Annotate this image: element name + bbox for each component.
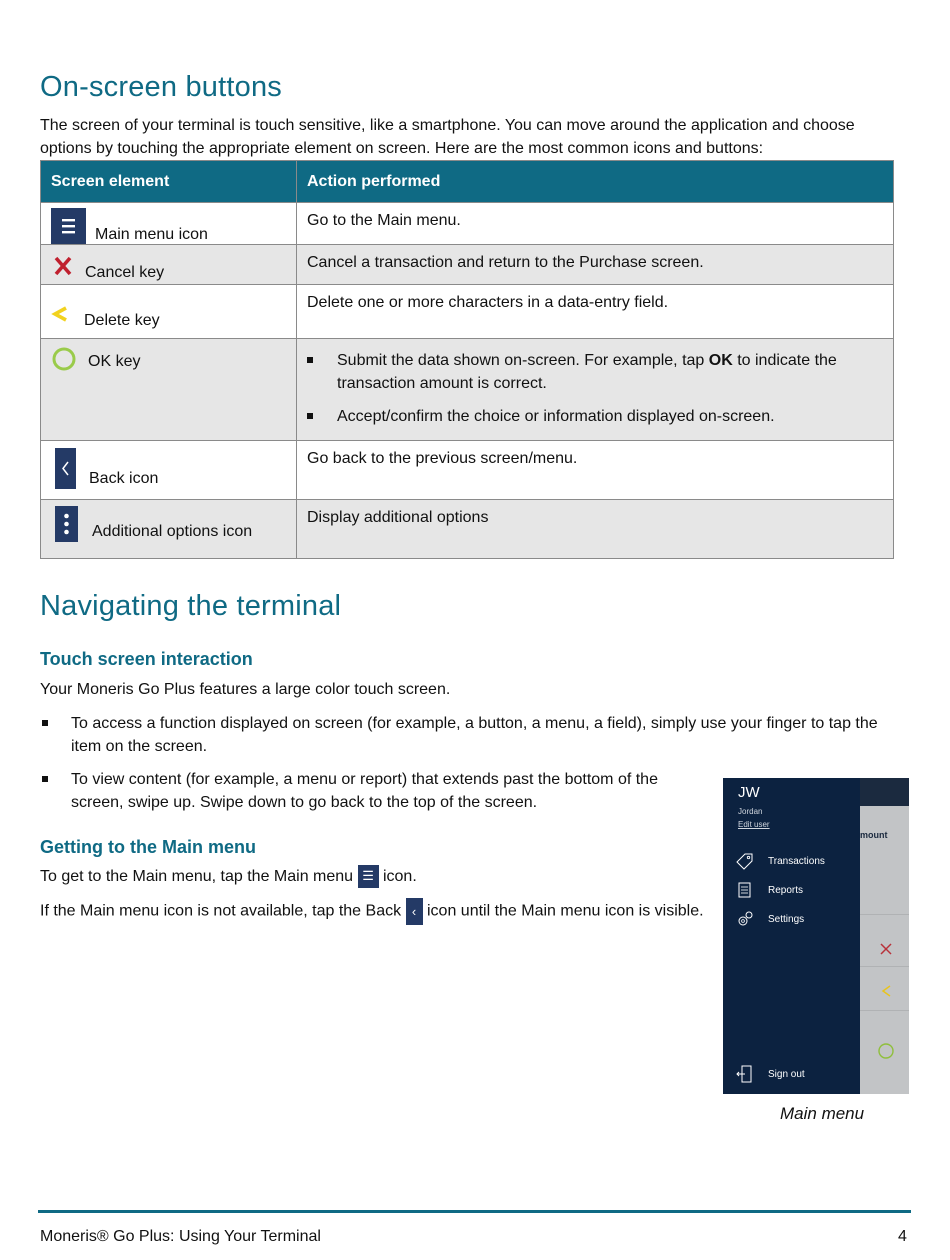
action-cell [297,203,894,245]
element-label: Main menu icon [95,226,208,243]
back-chevron-icon: ‹ [406,898,423,925]
menu-item-label: Settings [768,913,805,925]
element-cancel-key [51,255,165,281]
navigation-drawer [723,778,860,1094]
menu-item-reports[interactable] [736,881,803,899]
getting-line-1 [40,865,710,888]
page-number: 4 [898,1228,907,1245]
action-text: Cancel a transaction and return to the Purchase screen. [307,254,704,271]
element-label: Back icon [89,470,159,487]
back-chevron-icon [55,448,76,489]
text: icon until the Main menu icon is visible. [422,902,704,920]
ok-circle-icon [877,1042,895,1060]
element-back-icon [51,448,158,489]
action-cell [297,500,894,559]
text: To get to the Main menu, tap the Main menu [40,868,358,885]
tag-icon [736,852,754,870]
element-label: Additional options icon [92,523,253,540]
report-icon [736,881,754,899]
delete-chevron-icon [880,984,892,998]
section-title-navigating: Navigating the terminal [40,590,342,622]
list-item [307,349,883,395]
user-initials: JW [738,784,760,801]
partial-amount-label: mount [860,830,888,840]
action-cell [297,339,894,441]
element-cell [41,500,297,559]
table-header-row [41,161,894,203]
element-cell [41,285,297,339]
gears-icon [736,910,754,928]
touch-intro: Your Moneris Go Plus features a large color touch screen. [40,681,451,698]
divider [860,966,909,967]
action-cell [297,441,894,500]
action-text: Display additional options [307,509,489,526]
sign-out-icon [736,1065,754,1083]
element-delete-key [51,305,160,327]
element-additional-options [51,506,252,542]
element-label: Cancel key [85,264,165,281]
table-row [41,245,894,285]
footer-rule [38,1210,911,1213]
intro-paragraph: The screen of your terminal is touch sensitive, like a smartphone. You can move around the application and choose options by touching the appropriate element on screen. Here are the most common icons and buttons: [40,117,855,157]
hamburger-menu-icon [51,208,86,244]
element-label: OK key [88,353,141,370]
text: icon. [378,868,417,885]
section-title-on-screen-buttons: On-screen buttons [40,71,282,103]
list-item: To access a function displayed on screen (for example, a button, a menu, a field), simply use your finger to tap the item on the screen. [40,712,900,758]
header-action-performed: Action performed [297,161,894,203]
touch-bullet-list [40,712,900,768]
menu-item-label: Reports [768,884,804,896]
table-row [41,285,894,339]
sign-out-button[interactable] [736,1065,805,1083]
element-cell [41,339,297,441]
subheading-getting-main-menu: Getting to the Main menu [40,837,256,857]
bullet-text: Accept/confirm the choice or information displayed on-screen. [337,408,775,425]
element-cell [41,203,297,245]
list-item [307,405,883,428]
bullet-text: Submit the data shown on-screen. For example, tap [337,352,709,369]
main-menu-screenshot [723,778,909,1094]
table-row [41,203,894,245]
edit-user-link[interactable]: Edit user [738,820,770,829]
yellow-chevron-left-icon [51,305,71,327]
screen-elements-table [40,160,894,559]
action-text: Go back to the previous screen/menu. [307,450,578,467]
action-text: Go to the Main menu. [307,212,461,229]
divider [860,1010,909,1011]
header-screen-element: Screen element [41,161,297,203]
action-text: Delete one or more characters in a data-entry field. [307,294,669,311]
action-cell [297,245,894,285]
green-circle-icon [51,346,77,372]
menu-item-label: Transactions [768,855,825,867]
bullet-bold-text: OK [708,352,733,369]
menu-item-transactions[interactable] [736,852,825,870]
user-name: Jordan [738,807,763,816]
menu-item-settings[interactable] [736,910,804,928]
element-label: Delete key [84,312,160,329]
table-row [41,339,894,441]
figure-caption: Main menu [780,1104,865,1123]
getting-line-2 [40,898,712,925]
table-row [41,500,894,559]
cancel-x-icon [879,942,893,956]
vertical-dots-icon [55,506,78,542]
element-cell [41,245,297,285]
element-cell [41,441,297,500]
bullet-text: to indicate the transaction amount is correct. [337,352,837,392]
element-ok-key [51,346,140,372]
list-item: To view content (for example, a menu or report) that extends past the bottom of the screen, swipe up. Swipe down to go back to the top of the screen. [40,768,708,814]
ok-key-action-list [307,349,883,428]
hamburger-menu-icon: ☰ [358,865,379,888]
footer-title: Moneris® Go Plus: Using Your Terminal [40,1228,321,1245]
action-cell [297,285,894,339]
sign-out-label: Sign out [768,1068,805,1080]
subheading-touch-screen: Touch screen interaction [40,649,253,669]
element-main-menu [51,208,208,244]
touch-bullet-list-2 [40,768,708,824]
text: If the Main menu icon is not available, tap the Back [40,902,406,920]
divider [860,914,909,915]
red-x-icon [51,255,75,277]
table-row [41,441,894,500]
